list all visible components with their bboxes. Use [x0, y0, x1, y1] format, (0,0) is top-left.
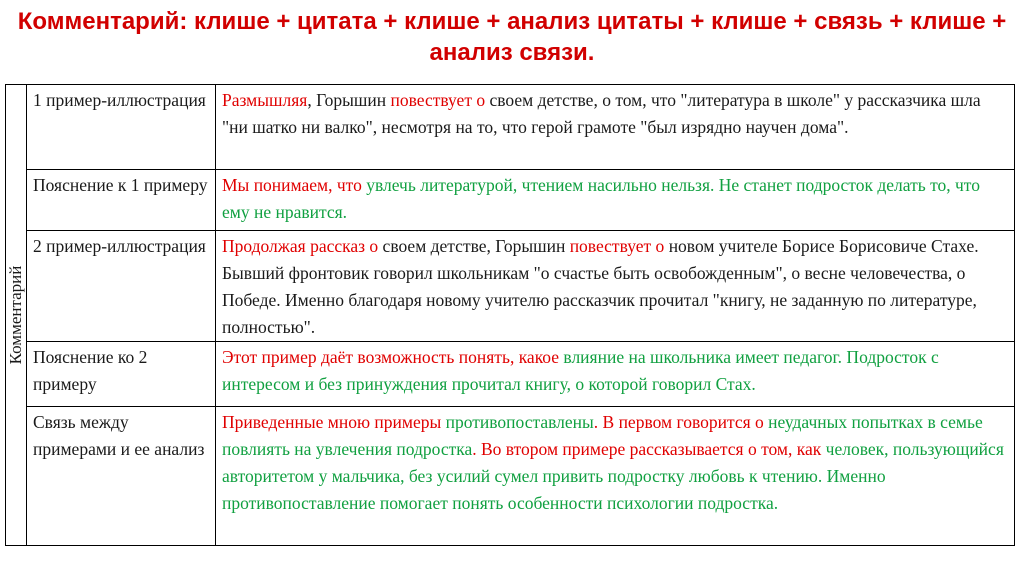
table-row [6, 85, 1015, 170]
side-label-cell [6, 85, 27, 546]
row-content [216, 85, 1015, 170]
text-segment: . В первом говорится о [593, 412, 764, 432]
text-segment: новом учителе Борисе Борисовиче Стахе. Бывший фронтовик говорил школьникам "о счастье быть освобожденным", о весне человечества, о Победе. Именно благодаря новому учителю рассказчик прочитал "книгу, не заданную по литературе, полностью". [222, 236, 979, 337]
text-segment: противопоставлены [441, 412, 594, 432]
table-row [6, 342, 1015, 407]
row-content [216, 170, 1015, 231]
table-row [6, 170, 1015, 231]
text-segment: Продолжая рассказ о [222, 236, 379, 256]
row-label: 1 пример-иллюстрация [27, 85, 216, 170]
text-segment: , Горышин [307, 90, 391, 110]
commentary-table [5, 84, 1015, 546]
row-label: Пояснение ко 2 примеру [27, 342, 216, 407]
text-segment: увлечь литературой, чтением насильно нельзя. Не станет подросток делать то, что ему не нравится. [222, 175, 980, 222]
text-segment: Этот пример даёт возможность понять, какое [222, 347, 560, 367]
table-row [6, 407, 1015, 546]
slide-title: Комментарий: клише + цитата + клише + анализ цитаты + клише + связь + клише + анализ связи. [17, 8, 1007, 66]
table-row [6, 231, 1015, 342]
row-content [216, 342, 1015, 407]
text-segment: Мы понимаем, что [222, 175, 362, 195]
text-segment: неудачных попытках в семье повлиять на увлечения подростка [222, 412, 983, 459]
text-segment: . Во втором примере рассказывается о том, как [472, 439, 822, 459]
row-label: Пояснение к 1 примеру [27, 170, 216, 231]
text-segment: своем детстве, Горышин [378, 236, 570, 256]
row-label: Связь между примерами и ее анализ [27, 407, 216, 546]
side-label: Комментарий [6, 265, 25, 365]
row-content [216, 231, 1015, 342]
text-segment: человек, пользующийся авторитетом у мальчика, без усилий сумел привить подростку любовь к чтению. Именно противопоставление помогает понять особенности психологии подростка. [222, 439, 1004, 513]
text-segment: повествует о [390, 90, 486, 110]
row-content [216, 407, 1015, 546]
text-segment: Размышляя [222, 90, 308, 110]
row-label: 2 пример-иллюстрация [27, 231, 216, 342]
text-segment: влияние на школьника имеет педагог. Подросток с интересом и без принуждения прочитал книгу, о которой говорил Стах. [222, 347, 939, 394]
text-segment: своем детстве, о том, что "литература в школе" у рассказчика шла "ни шатко ни валко", несмотря на то, что герой грамоте "был изрядно научен дома". [222, 90, 981, 137]
text-segment: повествует о [569, 236, 665, 256]
text-segment: Приведенные мною примеры [222, 412, 442, 432]
